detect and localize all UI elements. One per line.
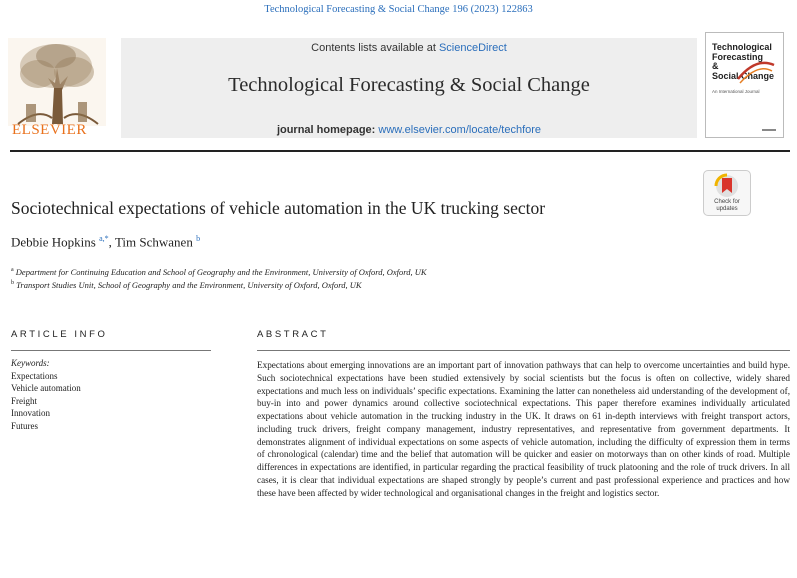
contents-prefix: Contents lists available at: [311, 42, 439, 54]
homepage-link[interactable]: www.elsevier.com/locate/techfore: [378, 124, 542, 136]
keywords-label: Keywords:: [11, 358, 50, 368]
author-name[interactable]: Debbie Hopkins: [11, 234, 96, 250]
author-marks[interactable]: b: [196, 234, 201, 243]
cover-title: Technological Forecasting & Social Change: [712, 42, 775, 81]
journal-reference[interactable]: Technological Forecasting & Social Change 196 (2023) 122863: [264, 4, 533, 15]
article-info-divider: [11, 350, 211, 351]
check-for-updates-button[interactable]: [703, 170, 751, 216]
article-title: Sociotechnical expectations of vehicle automation in the UK trucking sector: [11, 198, 546, 218]
homepage-line: [121, 124, 697, 136]
keyword-item: Innovation: [11, 408, 50, 418]
journal-masthead: [8, 32, 790, 142]
keyword-item: Vehicle automation: [11, 383, 81, 393]
author-list: Debbie Hopkins $^{a,*}$, Tim Schwanen $^b$: [11, 234, 201, 250]
keywords-list: [11, 357, 81, 432]
cover-footer-mark: [762, 129, 776, 131]
cover-swirl-icon: [736, 55, 776, 85]
journal-cover-thumbnail[interactable]: [705, 32, 784, 138]
journal-title: Technological Forecasting & Social Change: [228, 74, 590, 96]
check-for-updates-label: Check for updates: [714, 199, 740, 212]
author-name[interactable]: Tim Schwanen: [114, 234, 193, 250]
affiliation-a: $^a$ Department for Continuing Education and School of Geography and the Environment, University of Oxford, Oxford, UK: [11, 267, 427, 277]
keyword-item: Futures: [11, 420, 38, 431]
keyword-item: Freight: [11, 395, 37, 406]
masthead-rule: [10, 150, 790, 152]
abstract-heading: ABSTRACT: [257, 329, 329, 340]
keyword-item: Expectations: [11, 370, 58, 381]
article-info-heading: ARTICLE INFO: [11, 329, 108, 340]
bookmark-circle-icon: [704, 171, 750, 199]
author-marks[interactable]: a,*: [99, 234, 109, 243]
abstract-divider: [257, 350, 790, 351]
abstract-body: Expectations about emerging innovations are an important part of innovation pathways that can help to overcome uncertainties and build hype. Such sociotechnical expectations have been studied extensively by social scientists but the focus is often on collective, widely shared expectations and much less on individuals’ specific expectations. Examining the latter can nonetheless aid understanding of the development of, buy-in into and power dynamics around collective sociotechnical expectations. This paper therefore examines individually articulated expectations about vehicle automation in the trucking industry in the UK. It draws on 61 in-depth interviews with freight transport actors, including truck drivers, freight company management, industry representatives, and representative from government departments. It demonstrates alignment of individual expectations on some aspects of vehicle automation, including the difficulty of expression them in terms of chronological (calendar) time and the belief that automation will be quicker and easier on motorways than on other kinds of road. Multiple differences in expectations are identified, in particular regarding the practical feasibility of truck platooning and the role of truck drivers. In all cases, it is clear that individual expectations are shaped strongly by people’s current and past professional experience and practices and how these have been affected by wider technological and organisational changes in the freight and logistics sector.: [257, 360, 790, 498]
sciencedirect-link[interactable]: ScienceDirect: [438, 42, 507, 54]
affiliation-b: $^b$ Transport Studies Unit, School of Geography and the Environment, University of Oxford, Oxford, UK: [11, 280, 362, 290]
contents-line: [121, 42, 697, 54]
cover-subtitle: An International Journal: [712, 89, 760, 94]
homepage-prefix: journal homepage:: [276, 124, 379, 136]
masthead-banner: [121, 38, 697, 138]
elsevier-wordmark: ELSEVIER: [12, 122, 87, 138]
